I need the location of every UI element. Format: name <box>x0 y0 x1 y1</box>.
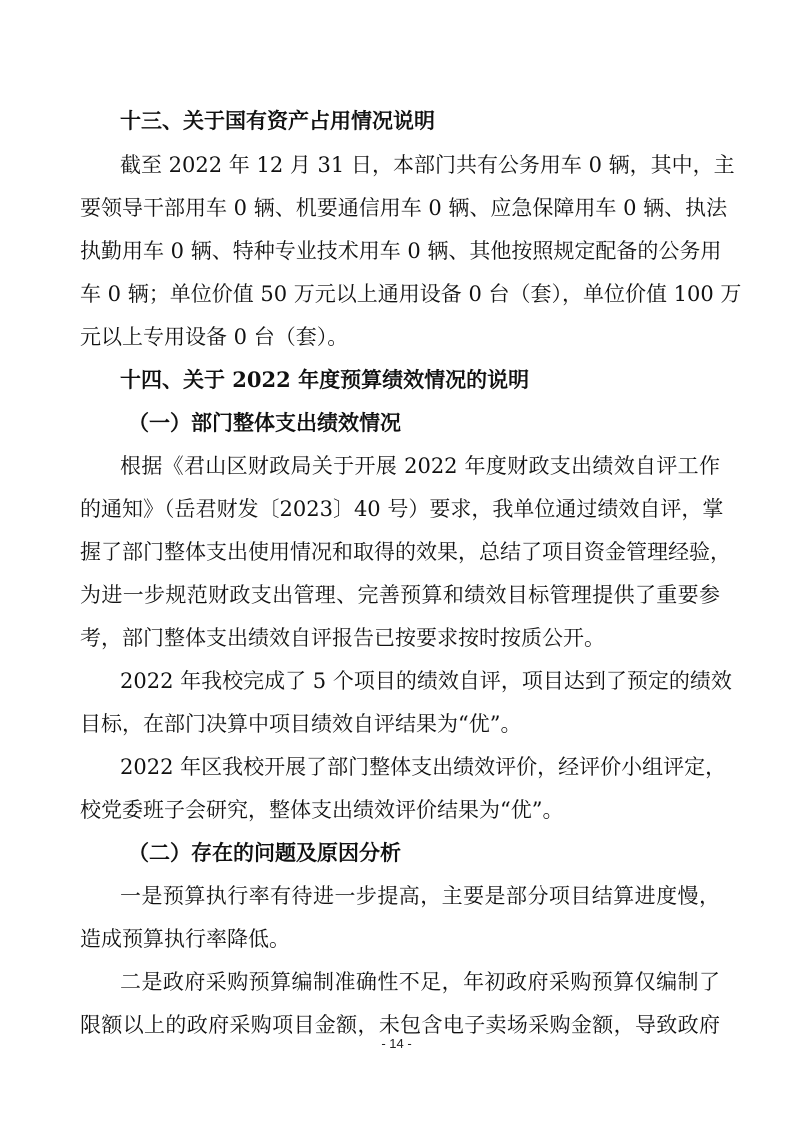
paragraph-line: 限额以上的政府采购项目金额，未包含电子卖场采购金额，导致政府 <box>80 1013 720 1037</box>
paragraph-line: 考，部门整体支出绩效自评报告已按要求按时按质公开。 <box>80 626 605 650</box>
paragraph-line: 为进一步规范财政支出管理、完善预算和绩效目标管理提供了重要参 <box>80 583 720 607</box>
page-number: - 14 - <box>381 1036 412 1051</box>
paragraph-line: 二是政府采购预算编制准确性不足，年初政府采购预算仅编制了 <box>120 970 720 994</box>
subsection-2-heading: （二）存在的问题及原因分析 <box>128 840 401 865</box>
paragraph-line: 造成预算执行率降低。 <box>80 927 290 951</box>
section-13-heading: 十三、关于国有资产占用情况说明 <box>120 108 435 133</box>
subsection-1-heading: （一）部门整体支出绩效情况 <box>128 410 401 435</box>
paragraph-line: 2022 年区我校开展了部门整体支出绩效评价，经评价小组评定， <box>120 755 727 779</box>
paragraph-line: 截至 2022 年 12 月 31 日，本部门共有公务用车 0 辆，其中，主 <box>120 153 735 177</box>
paragraph-line: 一是预算执行率有待进一步提高，主要是部分项目结算进度慢， <box>120 884 720 908</box>
paragraph-line: 校党委班子会研究，整体支出绩效评价结果为“优”。 <box>80 798 564 822</box>
paragraph-line: 执勤用车 0 辆、特种专业技术用车 0 辆、其他按照规定配备的公务用 <box>80 239 722 263</box>
paragraph-line: 目标，在部门决算中项目绩效自评结果为“优”。 <box>80 712 522 736</box>
section-14-heading: 十四、关于 2022 年度预算绩效情况的说明 <box>120 367 530 392</box>
paragraph-line: 元以上专用设备 0 台（套）。 <box>80 325 349 349</box>
paragraph-line: 根据《君山区财政局关于开展 2022 年度财政支出绩效自评工作 <box>120 454 720 478</box>
paragraph-line: 握了部门整体支出使用情况和取得的效果，总结了项目资金管理经验， <box>80 540 731 564</box>
paragraph-line: 2022 年我校完成了 5 个项目的绩效自评，项目达到了预定的绩效 <box>120 669 732 693</box>
paragraph-line: 的通知》（岳君财发〔2023〕40 号）要求，我单位通过绩效自评，掌 <box>80 497 724 521</box>
paragraph-line: 车 0 辆；单位价值 50 万元以上通用设备 0 台（套），单位价值 100 万 <box>80 282 742 306</box>
paragraph-line: 要领导干部用车 0 辆、机要通信用车 0 辆、应急保障用车 0 辆、执法 <box>80 196 728 220</box>
